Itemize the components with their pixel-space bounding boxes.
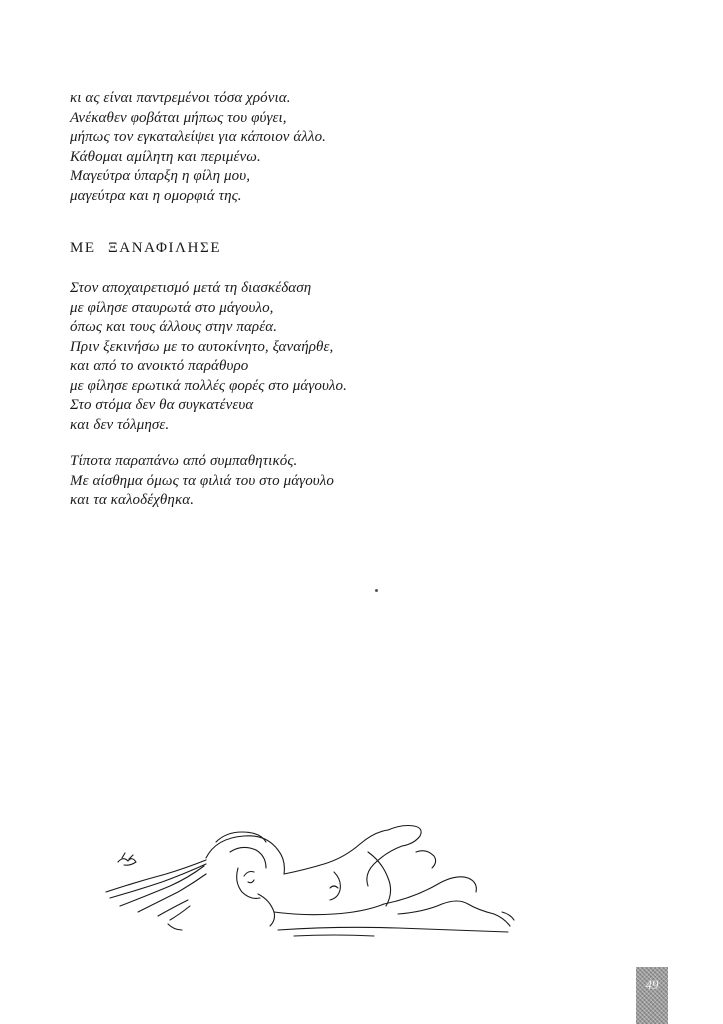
poem-line: Ανέκαθεν φοβάται μήπως του φύγει, (70, 109, 287, 126)
page-number-box (636, 967, 668, 1024)
page-number: 49 (645, 977, 659, 992)
poem-line: Μαγεύτρα ύπαρξη η φίλη μου, (70, 168, 251, 184)
poem-line: Τίποτα παραπάνω από συμπαθητικός. (70, 453, 298, 469)
poem-line: και δεν τόλμησε. (70, 416, 170, 433)
line-drawing-two-figures-icon (98, 812, 528, 944)
poem-line: Κάθομαι αμίλητη και περιμένω. (70, 148, 261, 165)
poem-line: Πριν ξεκινήσω με το αυτοκίνητο, ξαναήρθε, (70, 338, 334, 355)
poem-line: Με αίσθημα όμως τα φιλιά του στο μάγουλο (70, 472, 334, 489)
poem-title: ΜΕ ΞΑΝΑΦΙΛΗΣΕ (70, 240, 222, 256)
previous-poem-ending (70, 89, 326, 206)
poem-line: μήπως τον εγκαταλείψει για κάποιον άλλο. (70, 129, 327, 145)
poem-line: με φίλησε ερωτικά πολλές φορές στο μάγουλο. (70, 377, 347, 394)
poem-line: και τα καλοδέχθηκα. (70, 492, 195, 508)
poem-line: Στο στόμα δεν θα συγκατένευα (70, 397, 254, 413)
poem-line: όπως και τους άλλους στην παρέα. (70, 319, 278, 335)
poem-line: Στον αποχαιρετισμό μετά τη διασκέδαση (70, 280, 312, 296)
poem-line: μαγεύτρα και η ομορφιά της. (70, 187, 242, 204)
poem-line: κι ας είναι παντρεμένοι τόσα χρόνια. (70, 90, 291, 106)
poem-line: και από το ανοικτό παράθυρο (70, 358, 249, 374)
poem-line: με φίλησε σταυρωτά στο μάγουλο, (70, 299, 274, 316)
poem-stanza-2 (70, 452, 334, 511)
ink-speck (375, 589, 378, 592)
poem-stanza-1 (70, 279, 347, 435)
